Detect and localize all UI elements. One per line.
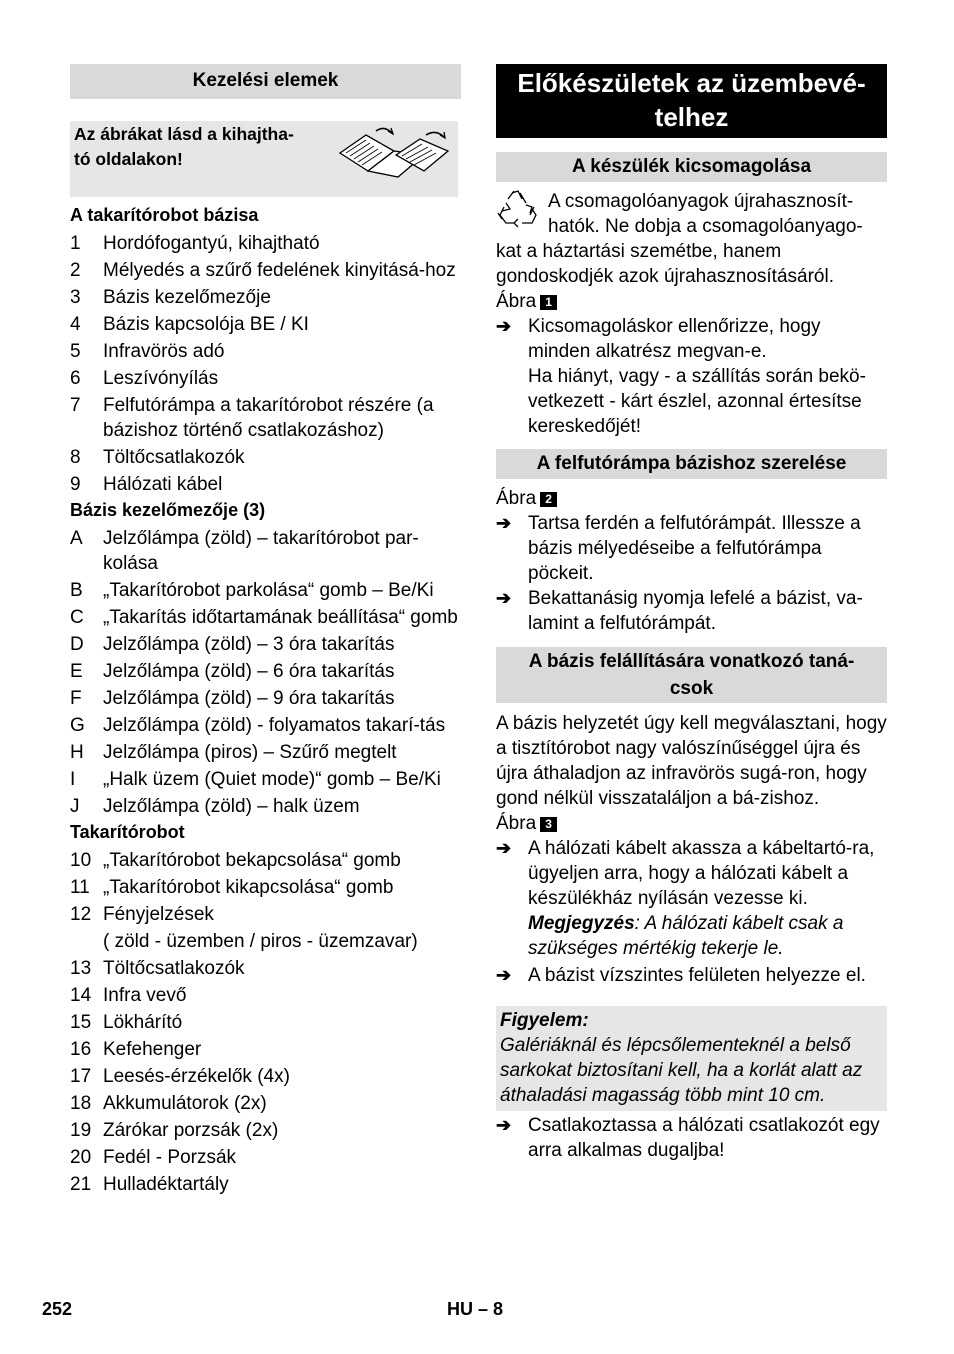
list-item [70, 578, 461, 603]
list-item-number: 17 [70, 1066, 92, 1087]
open-manual-icon [336, 125, 456, 189]
list-item [70, 1037, 461, 1062]
list-item-number: B [70, 580, 83, 601]
arrow-bullet-icon: ➔ [496, 965, 512, 985]
list-item [70, 231, 461, 256]
figure-number-2: 2 [540, 492, 557, 507]
list-item-text: Jelzőlámpa (zöld) - folyamatos takarí-tás [103, 715, 446, 736]
list-item [70, 285, 461, 310]
figure-ref-1: Ábra 1 [496, 289, 887, 314]
list-item-text: Zárókar porzsák (2x) [103, 1120, 279, 1141]
list-item-text: Infra vevő [103, 985, 187, 1006]
list-item [70, 1118, 461, 1143]
list-item [70, 605, 461, 630]
list-item-number: 20 [70, 1147, 92, 1168]
list-item-number: 1 [70, 233, 81, 254]
list-item-text: Hulladéktartály [103, 1174, 229, 1195]
list-item [70, 767, 461, 792]
arrow-bullet-icon: ➔ [496, 513, 512, 533]
list-item-number: 5 [70, 341, 81, 362]
list-item-number: D [70, 634, 84, 655]
list-item [70, 393, 461, 443]
list-item-text: „Takarítórobot kikapcsolása“ gomb [103, 877, 394, 898]
placement-step-3: ➔ Csatlakoztassa a hálózati csatlakozót egy arra alkalmas dugaljba! [496, 1115, 880, 1161]
list-item-number: 12 [70, 904, 92, 925]
list-item-number: 19 [70, 1120, 92, 1141]
list-item [70, 1064, 461, 1089]
list-item [70, 713, 461, 738]
list-item-text: Akkumulátorok (2x) [103, 1093, 267, 1114]
placement-heading: A bázis felállítására vonatkozó taná- csok [496, 647, 887, 703]
list-item [70, 794, 461, 819]
list-item [70, 445, 461, 470]
figure-number-3: 3 [540, 817, 557, 832]
ramp-heading: A felfutórámpa bázishoz szerelése [496, 449, 887, 479]
language-page-label: HU – 8 [447, 1299, 504, 1319]
list-item-text: Jelzőlámpa (zöld) – 9 óra takarítás [103, 688, 395, 709]
foldout-note [70, 121, 458, 197]
ramp-step-1: ➔ Tartsa ferdén a felfutórámpát. Illessze a bázis mélyedéseibe a felfutórámpa pöckeit. [496, 513, 861, 584]
list-item-text: Fényjelzések [103, 904, 214, 925]
list-item-number: 16 [70, 1039, 92, 1060]
list-item [70, 740, 461, 765]
list-item [70, 526, 461, 576]
list-item-number [70, 929, 103, 954]
placement-paragraph: A bázis helyzetét úgy kell megválasztani, hogy a tisztítórobot nagy valószínűséggel újra és újra áthaladjon az infravörös sugá-ron, hogy gond nélkül visszataláljon a bá-zishoz. [496, 713, 887, 809]
page-number: 252 [42, 1299, 73, 1319]
list-item-text: Leszívónyílás [103, 368, 219, 389]
right-column [496, 64, 887, 1163]
warning-box [496, 1006, 887, 1111]
arrow-bullet-icon: ➔ [496, 838, 512, 858]
list-item-text: Leesés-érzékelők (4x) [103, 1066, 290, 1087]
list-item-text: Mélyedés a szűrő fedelének kinyitásá-hoz [103, 260, 456, 281]
list-item-number: 10 [70, 850, 92, 871]
list-item [70, 929, 461, 954]
list-item-text: „Takarítórobot parkolása“ gomb – Be/Ki [103, 580, 434, 601]
list-item-number: 2 [70, 260, 81, 281]
recycle-icon [496, 189, 540, 231]
list-item-text: Lökhárító [103, 1012, 183, 1033]
unpacking-step: ➔ Kicsomagoláskor ellenőrizze, hogy minden alkatrész megvan-e. [496, 316, 821, 362]
list-item-number: F [70, 688, 82, 709]
list-item-number: I [70, 769, 76, 790]
list-item-text: Töltőcsatlakozók [103, 958, 245, 979]
arrow-bullet-icon: ➔ [496, 588, 512, 608]
figure-ref-2: Ábra 2 [496, 486, 887, 511]
list-item-text: ( zöld - üzemben / piros - üzemzavar) [103, 931, 418, 952]
list-item-text: „Takarítórobot bekapcsolása“ gomb [103, 850, 401, 871]
list-item [70, 875, 461, 900]
list-item-number: 14 [70, 985, 92, 1006]
list-item [70, 983, 461, 1008]
list-item [70, 902, 461, 927]
base-section-title: A takarítórobot bázisa [70, 205, 259, 225]
list-item-text: Fedél - Porzsák [103, 1147, 237, 1168]
unpacking-step-continued: Ha hiányt, vagy - a szállítás során bekö-vetkezett - kárt észlel, azonnal értesítse kereskedőjét! [528, 366, 866, 437]
list-item [70, 1091, 461, 1116]
list-item-text: „Halk üzem (Quiet mode)“ gomb – Be/Ki [103, 769, 441, 790]
list-item-number: G [70, 715, 85, 736]
list-item-text: Jelzőlámpa (piros) – Szűrő megtelt [103, 742, 397, 763]
list-item-text: Jelzőlámpa (zöld) – halk üzem [103, 796, 360, 817]
list-item [70, 1172, 461, 1197]
list-item-text: „Takarítás időtartamának beállítása“ gomb [103, 607, 458, 628]
left-column [70, 64, 461, 1197]
list-item-number: C [70, 607, 84, 628]
list-item-text: Infravörös adó [103, 341, 225, 362]
list-item [70, 632, 461, 657]
list-item-text: Jelzőlámpa (zöld) – 6 óra takarítás [103, 661, 395, 682]
list-item-text: Hordófogantyú, kihajtható [103, 233, 320, 254]
list-item-number: 4 [70, 314, 81, 335]
list-item-text: Hálózati kábel [103, 474, 223, 495]
list-item-number: A [70, 528, 83, 549]
list-item-number: H [70, 742, 84, 763]
list-item [70, 258, 461, 283]
unpacking-heading: A készülék kicsomagolása [496, 152, 887, 182]
placement-step-2: ➔ A bázist vízszintes felületen helyezze el. [496, 965, 866, 986]
list-item-number: E [70, 661, 83, 682]
list-item-text: Jelzőlámpa (zöld) – takarítórobot par-kolása [103, 528, 419, 574]
list-item-number: 7 [70, 395, 81, 416]
list-item [70, 472, 461, 497]
list-item [70, 312, 461, 337]
placement-step-1: ➔ A hálózati kábelt akassza a kábeltartó-ra, ügyeljen arra, hogy a hálózati kábelt a készülékház nyílásán vezesse ki. [496, 838, 875, 909]
list-item [70, 339, 461, 364]
main-heading: Előkészületek az üzembevé- telhez [496, 64, 887, 138]
list-item [70, 366, 461, 391]
list-item [70, 1010, 461, 1035]
figure-number-1: 1 [540, 295, 557, 310]
list-item-number: 6 [70, 368, 81, 389]
list-item-text: Töltőcsatlakozók [103, 447, 245, 468]
foldout-note-text: Az ábrákat lásd a kihajtha- tó oldalakon! [74, 124, 294, 169]
warning-label: Figyelem: [500, 1010, 589, 1031]
list-item [70, 659, 461, 684]
list-item [70, 956, 461, 981]
list-item-number: J [70, 796, 80, 817]
list-item-number: 9 [70, 474, 81, 495]
ramp-step-2: ➔ Bekattanásig nyomja lefelé a bázist, va-lamint a felfutórámpát. [496, 588, 863, 634]
base-parts-list [70, 231, 461, 497]
placement-note: Megjegyzés: A hálózati kábelt csak a szükséges mértékig tekerje le. [528, 913, 844, 959]
warning-text: Galériáknál és lépcsőlementeknél a belső sarkokat biztosítani kell, ha a korlát alatt az áthaladási magasság több mint 10 cm. [500, 1035, 863, 1106]
control-panel-list [70, 526, 461, 819]
list-item [70, 848, 461, 873]
unpacking-paragraph: A csomagolóanyagok újrahasznosít- hatók. Ne dobja a csomagolóanyago- kat a háztartási szemétbe, hanem gondoskodjék azok újrahasznosításáról. [496, 191, 863, 287]
list-item-number: 13 [70, 958, 92, 979]
list-item-text: Bázis kapcsolója BE / KI [103, 314, 309, 335]
list-item [70, 686, 461, 711]
list-item-text: Bázis kezelőmezője [103, 287, 271, 308]
arrow-bullet-icon: ➔ [496, 316, 512, 336]
list-item-number: 21 [70, 1174, 92, 1195]
arrow-bullet-icon: ➔ [496, 1115, 512, 1135]
control-panel-section-title: Bázis kezelőmezője (3) [70, 500, 266, 520]
list-item [70, 1145, 461, 1170]
list-item-number: 3 [70, 287, 81, 308]
robot-section-title: Takarítórobot [70, 822, 185, 842]
robot-parts-list [70, 848, 461, 1197]
list-item-text: Felfutórámpa a takarítórobot részére (a bázishoz történő csatlakozáshoz) [103, 395, 434, 441]
list-item-number: 11 [70, 877, 90, 898]
list-item-number: 15 [70, 1012, 92, 1033]
controls-heading: Kezelési elemek [70, 64, 461, 99]
figure-ref-3: Ábra 3 [496, 811, 887, 836]
list-item-text: Kefehenger [103, 1039, 202, 1060]
list-item-number: 8 [70, 447, 81, 468]
list-item-text: Jelzőlámpa (zöld) – 3 óra takarítás [103, 634, 395, 655]
list-item-number: 18 [70, 1093, 92, 1114]
